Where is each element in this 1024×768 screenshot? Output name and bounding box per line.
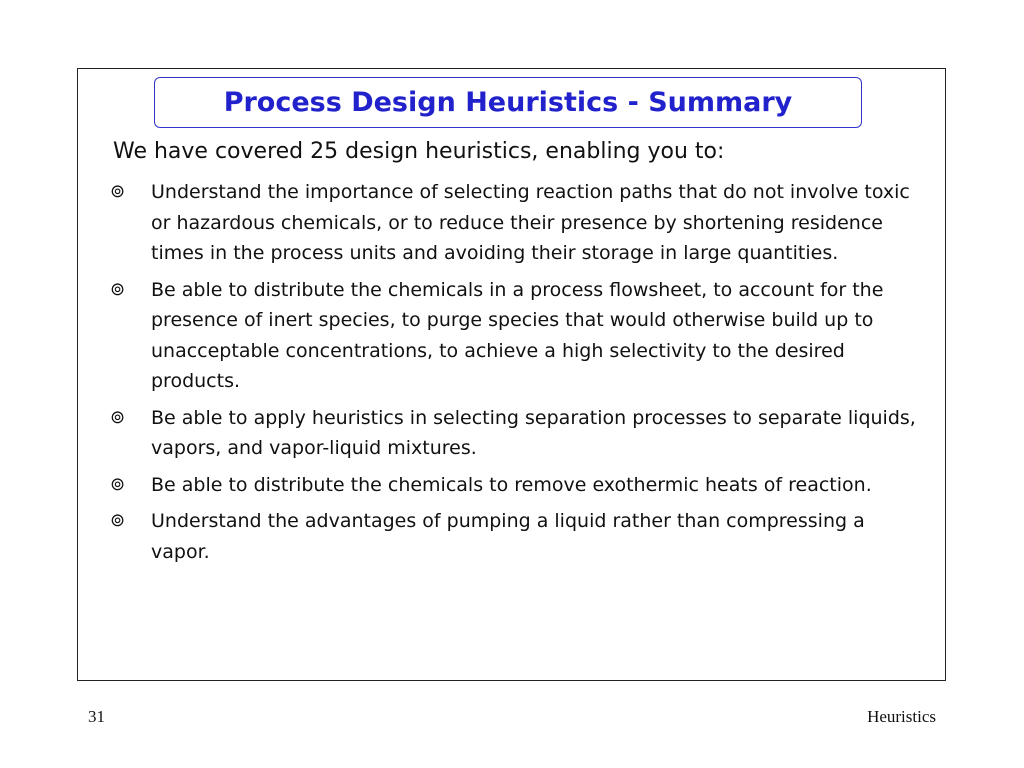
bullet-item: [110, 275, 925, 397]
slide-title: Process Design Heuristics - Summary: [223, 87, 793, 118]
bullet-item: [110, 403, 925, 464]
bullet-item: [110, 506, 925, 567]
title-box: [154, 77, 862, 128]
bullet-item: [110, 470, 925, 501]
bullet-text: Understand the advantages of pumping a liquid rather than compressing a vapor.: [151, 510, 865, 563]
bullet-list: [110, 177, 925, 573]
circled-ring-bullet-icon: ⊚: [110, 181, 126, 202]
bullet-text: Understand the importance of selecting reaction paths that do not involve toxic or hazardous chemicals, or to reduce their presence by shortening residence times in the process units and avoiding their storage in large quantities.: [151, 181, 910, 264]
bullet-text: Be able to distribute the chemicals in a process flowsheet, to account for the presence of inert species, to purge species that would otherwise build up to unacceptable concentrations, to achieve a high selectivity to the desired products.: [151, 278, 884, 392]
circled-ring-bullet-icon: ⊚: [110, 406, 126, 428]
footer-section-label: Heuristics: [867, 707, 936, 726]
page-number: 31: [88, 707, 105, 726]
intro-text: We have covered 25 design heuristics, enabling you to:: [113, 139, 725, 164]
bullet-text: Be able to distribute the chemicals to remove exothermic heats of reaction.: [151, 473, 872, 496]
bullet-text: Be able to apply heuristics in selecting separation processes to separate liquids, vapors, and vapor-liquid mixtures.: [151, 406, 916, 459]
bullet-item: [110, 177, 925, 269]
circled-ring-bullet-icon: ⊚: [110, 278, 126, 300]
circled-ring-bullet-icon: ⊚: [110, 473, 126, 495]
circled-ring-bullet-icon: ⊚: [110, 510, 126, 531]
